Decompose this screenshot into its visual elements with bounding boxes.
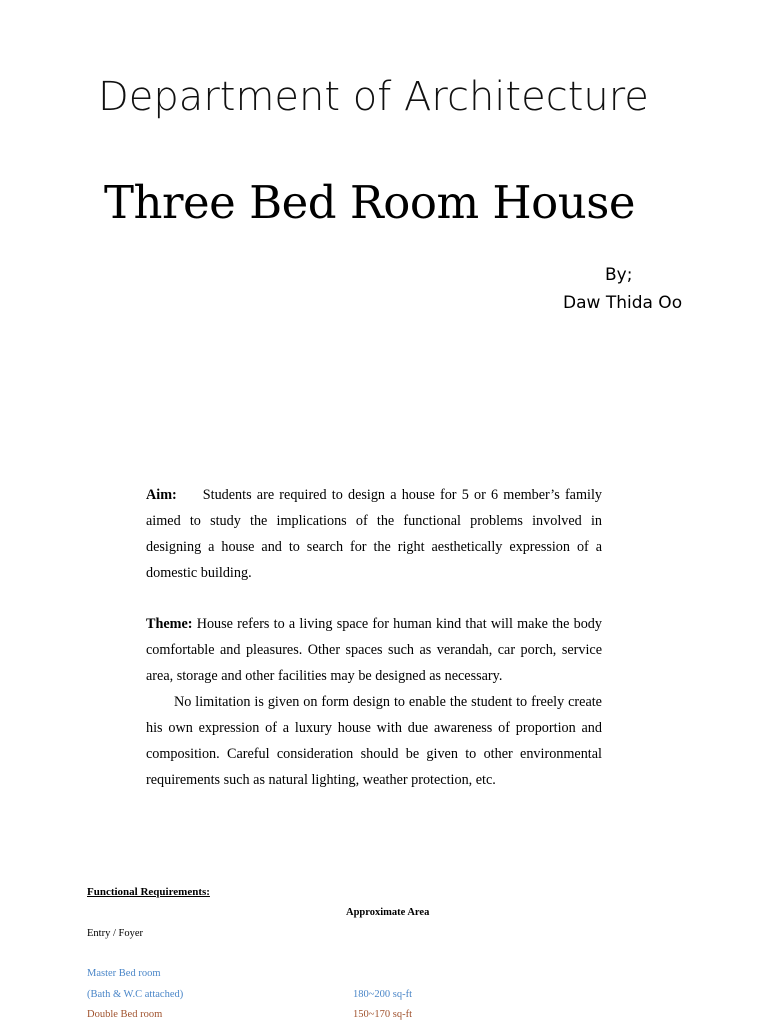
document-title: Three Bed Room House [104,176,635,229]
requirement-name: Entry / Foyer [87,928,143,939]
theme-paragraph-2: No limitation is given on form design to enable the student to freely create his own expression of a luxury house with due awareness of proportion and composition. Careful consideration should be given to other environmental requirements such as natural lighting, weather protection, etc. [146,694,602,788]
requirement-area: 180~200 sq-ft [353,989,413,1000]
requirement-name: Master Bed room [87,968,161,979]
approximate-area-heading: Approximate Area [346,907,430,918]
requirement-area: 150~170 sq-ft [353,1009,413,1020]
theme-label: Theme: [146,616,193,632]
by-label: By; [605,265,633,285]
functional-requirements-heading: Functional Requirements: [87,886,210,898]
theme-text: House refers to a living space for human kind that will make the body comfortable and pleasures. Other spaces such as verandah, car porch, service area, storage and other facilities may be designed as necessary. [146,616,602,684]
requirement-name: Double Bed room [87,1009,163,1020]
aim-text: Students are required to design a house for 5 or 6 member’s family aimed to study the implications of the functional problems involved in designing a house and to search for the right aesthetically expression of a domestic building. [146,487,602,581]
theme-paragraph [146,611,602,689]
aim-label: Aim: [146,487,177,503]
author-name: Daw Thida Oo [563,293,683,313]
aim-paragraph [146,482,602,586]
requirement-name: (Bath & W.C attached) [87,989,184,1000]
department-heading: Department of Architecture [98,74,649,120]
